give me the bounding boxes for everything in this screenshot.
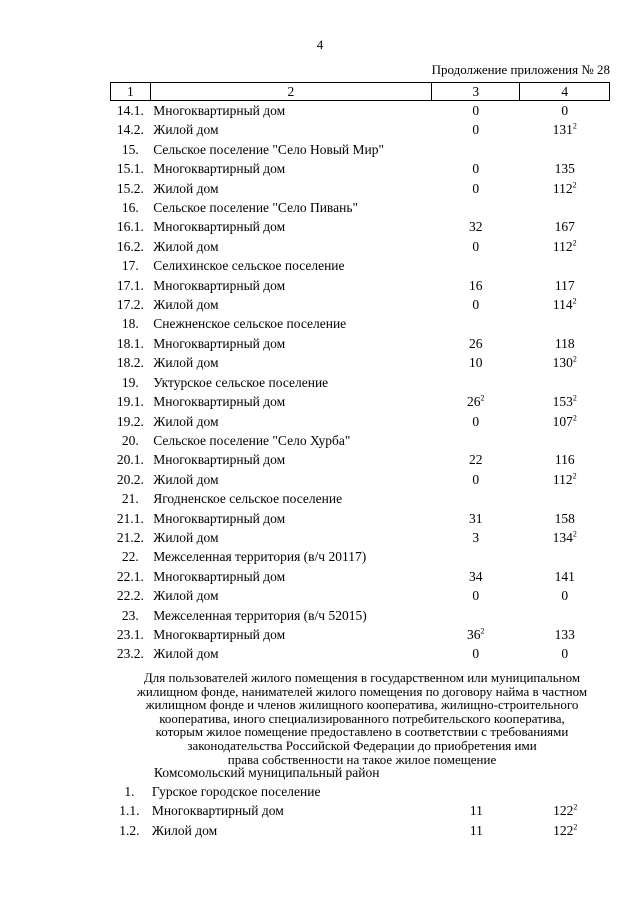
table-header-row [111,83,610,101]
paragraph-line: жилищном фонде, нанимателей жилого помещения по договору найма в частном [136,683,588,699]
paragraph-line: Для пользователей жилого помещения в государственном или муниципальном [143,670,581,685]
row-value-col-3: 31 [468,510,483,526]
row-value-col-3 [431,256,519,275]
row-number: 15.1. [116,161,144,177]
page-number: 4 [316,37,324,52]
row-name: Многоквартирный дом [151,803,284,819]
row-value-col-3: 0 [472,103,480,118]
header-col-4: 4 [520,83,610,101]
row-number: 15.2. [116,180,144,196]
row-number: 14.1. [116,103,144,118]
footnote-mark: 2 [572,354,577,364]
row-number: 18. [121,316,139,332]
footnote-mark: 2 [573,802,578,812]
table-row [111,431,610,450]
row-value-col-4 [520,489,610,508]
row-name: Многоквартирный дом [153,394,286,410]
row-name: Жилой дом [153,529,219,545]
row-number: 23. [121,607,139,623]
paragraph-line: жилищном фонде и членов жилищного кооператива, жилищно-строительного [145,697,579,713]
row-name: Жилой дом [153,355,219,371]
row-value-col-3: 10 [468,355,483,371]
row-name: Жилой дом [151,822,218,838]
footnote-mark: 2 [480,626,485,636]
table-row [111,606,610,625]
table-row [111,353,610,372]
row-name: Многоквартирный дом [153,219,286,235]
table-row [111,586,610,605]
row-value-col-4 [520,547,610,566]
table-row [111,101,610,121]
row-value-col-4 [520,431,610,450]
row-number: 19.2. [116,413,144,429]
table-row [111,625,610,644]
row-number: 18.2. [116,355,144,371]
row-value-col-3: 0 [472,238,480,254]
row-value-col-3: 0 [472,471,480,487]
row-value-col-4: 141 [554,568,575,584]
row-value-col-3 [431,489,519,508]
row-value-col-4: 135 [554,161,575,177]
row-number: 23.1. [116,626,144,642]
row-name: Жилой дом [153,471,219,487]
row-value-col-4: 167 [554,219,575,235]
table-row [111,140,610,159]
row-name: Сельское поселение "Село Новый Мир" [153,141,384,157]
row-number: 16.2. [116,238,144,254]
table-row [111,334,610,353]
row-number: 19. [121,374,139,390]
row-number: 22. [121,549,139,565]
row-value-col-3 [431,547,519,566]
row-number: 14.2. [116,122,144,138]
row-value-col-4 [520,256,610,275]
paragraph-line: кооператива, иного специализированного потребительского кооператива, [159,710,565,726]
footnote-mark: 2 [572,413,577,422]
row-value-col-3: $26^2$ [466,393,485,410]
row-number: 16. [121,200,139,216]
table-row [110,821,610,840]
appendix-continuation-label: Продолжение приложения № 28 [431,62,610,77]
table-row [111,373,610,392]
row-value-col-3 [431,314,519,333]
footnote-mark: 2 [572,393,577,403]
row-value-col-4: 116 [554,452,575,468]
tariff-table [110,82,610,664]
row-name: Снежненское сельское поселение [153,316,347,332]
row-name: Многоквартирный дом [153,510,286,526]
row-number: 20.2. [116,471,144,487]
row-value-col-3: 0 [472,413,480,429]
table-row [111,644,610,663]
table-row [111,314,610,333]
row-number: 16.1. [116,219,144,235]
row-number: 21.2. [116,529,144,545]
row-value-col-4: $112^2$ [552,180,577,196]
row-name: Селихинское сельское поселение [153,258,345,274]
row-value-col-4: 117 [554,277,575,293]
row-value-col-4: 0 [561,646,569,662]
row-number: 20. [121,432,139,448]
table-row [111,237,610,256]
row-value-col-3 [431,431,519,450]
row-number: 23.2. [116,646,144,662]
row-value-col-4 [520,140,610,159]
row-number: 17.1. [116,277,144,293]
row-name: Многоквартирный дом [153,103,286,118]
row-name: Жилой дом [153,238,219,254]
row-value-col-4: $134^2$ [552,529,577,545]
row-value-col-4: $112^2$ [552,238,577,254]
row-number: 17.2. [116,297,144,313]
footnote-mark: 2 [572,238,577,248]
row-value-col-3: 0 [472,646,480,662]
row-value-col-3: 16 [468,277,483,293]
row-value-col-3: $36^2$ [466,626,485,642]
row-name: Жилой дом [153,122,219,138]
row-value-col-4 [520,198,610,217]
table-row [110,801,610,820]
row-number: 1.2. [119,822,140,838]
row-name: Многоквартирный дом [153,626,286,642]
table-row [111,450,610,469]
row-value-col-3: 26 [468,335,483,351]
row-value-col-3: 0 [472,588,480,604]
header-col-1: 1 [111,83,151,101]
row-value-col-3 [431,140,519,159]
table-row [110,782,610,801]
row-value-col-3: 22 [468,452,483,468]
row-number: 19.1. [116,394,144,410]
row-value-col-4: $131^2$ [552,121,577,138]
row-name: Многоквартирный дом [153,335,286,351]
row-value-col-4: $130^2$ [552,354,577,371]
footnote-mark: 2 [573,822,578,832]
row-name: Жилой дом [153,413,219,429]
row-name: Жилой дом [153,588,219,604]
row-value-col-4: $122^2$ [553,802,578,819]
row-name: Многоквартирный дом [153,161,286,177]
row-number: 20.1. [116,452,144,468]
row-number: 18.1. [116,335,144,351]
row-value-col-3 [431,606,519,625]
table-row [111,412,610,431]
table-row [111,567,610,586]
paragraph-line: законодательства Российской Федерации до приобретения ими [187,737,537,753]
footnote-mark: 2 [572,121,577,131]
row-name: Межселенная территория (в/ч 20117) [153,549,367,565]
row-name: Сельское поселение "Село Пивань" [153,200,359,216]
table-row [111,276,610,295]
row-value-col-3 [431,373,519,392]
table-row [111,198,610,217]
table-row [111,489,610,508]
row-name: Межселенная территория (в/ч 52015) [153,607,367,623]
row-value-col-3: 0 [472,297,480,313]
row-value-col-4: $112^2$ [552,471,577,487]
footnote-mark: 2 [572,471,577,481]
table-row [111,547,610,566]
row-name: Сельское поселение "Село Хурба" [153,432,351,448]
row-value-col-4: 118 [554,335,575,351]
table-row [111,392,610,411]
row-value-col-3: 3 [472,529,480,545]
footnote-mark: 2 [572,296,577,306]
row-name: Гурское городское поселение [151,784,321,799]
table-row [111,528,610,547]
row-number: 21. [121,491,139,507]
row-value-col-3: 11 [469,822,483,838]
consumer-category-paragraph [112,671,612,766]
row-value-col-4: 0 [561,588,569,604]
row-name: Жилой дом [153,646,219,662]
row-value-col-3: 34 [468,568,483,584]
row-value-col-4: $153^2$ [552,393,577,410]
row-value-col-3: 0 [472,122,480,138]
row-name: Жилой дом [153,297,219,313]
header-col-3: 3 [431,83,519,101]
row-value-col-3 [431,198,519,217]
row-name: Многоквартирный дом [153,277,286,293]
table-row [111,256,610,275]
header-col-2: 2 [150,83,431,101]
row-value-col-4: $114^2$ [552,296,577,313]
row-value-col-3: 0 [472,180,480,196]
row-number: 21.1. [116,510,144,526]
row-value-col-3: 32 [468,219,483,235]
row-value-col-4 [520,314,610,333]
footnote-mark: 2 [572,529,577,539]
table-row [111,120,610,139]
row-value-col-4: $107^2$ [552,413,577,429]
row-value-col-4: 158 [554,510,575,526]
district-heading: Комсомольский муниципальный район [154,765,380,780]
row-value-col-4 [521,782,610,801]
row-value-col-4 [520,606,610,625]
row-number: 22.1. [116,568,144,584]
row-number: 17. [121,258,139,274]
row-value-col-4: 0 [561,103,569,118]
row-value-col-4 [520,373,610,392]
row-name: Многоквартирный дом [153,568,286,584]
paragraph-line: права собственности на такое жилое помещение [227,751,497,767]
paragraph-line: которым жилое помещение предоставлено в соответствии с требованиями [155,724,569,740]
table-row [111,179,610,198]
row-name: Уктурское сельское поселение [153,374,329,390]
row-number: 1. [124,784,135,799]
table-row [111,295,610,314]
row-value-col-3: 11 [469,803,483,819]
row-number: 22.2. [116,588,144,604]
row-value-col-3: 0 [472,161,480,177]
row-name: Жилой дом [153,180,219,196]
row-number: 1.1. [119,803,140,819]
row-value-col-3 [432,782,520,801]
table-row [111,217,610,236]
table-row [111,470,610,489]
row-name: Многоквартирный дом [153,452,286,468]
table-row [111,159,610,178]
footnote-mark: 2 [572,180,577,190]
footnote-mark: 2 [480,393,485,403]
table-row [111,509,610,528]
row-value-col-4: $122^2$ [553,822,578,838]
row-name: Ягодненское сельское поселение [153,491,343,507]
row-value-col-4: 133 [554,626,575,642]
district-table [110,782,610,840]
row-number: 15. [121,141,139,157]
